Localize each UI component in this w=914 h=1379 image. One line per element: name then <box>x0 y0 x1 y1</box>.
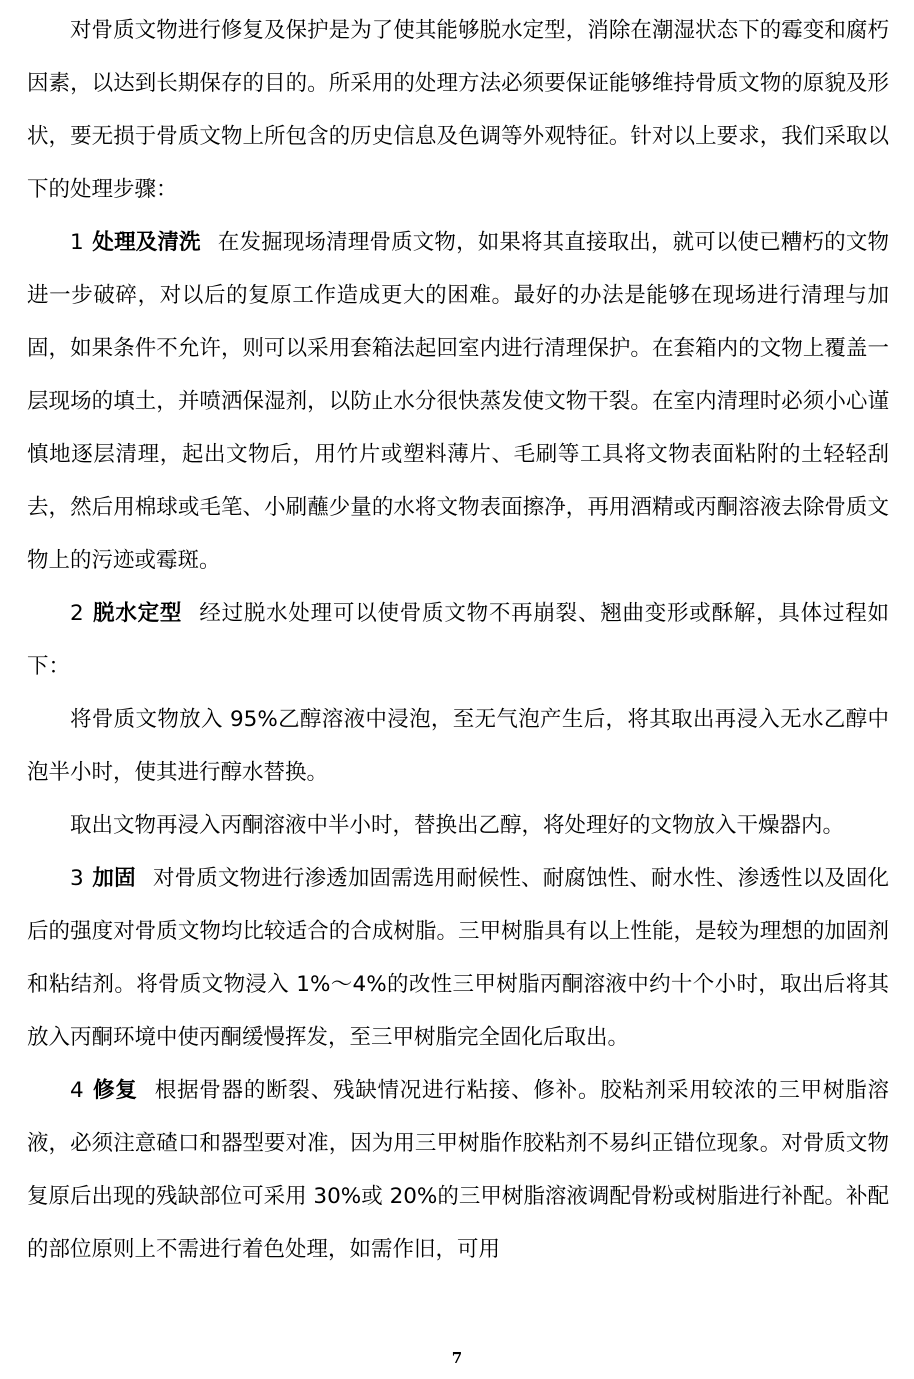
step-heading: 脱水定型 <box>92 601 183 626</box>
step-1-paragraph <box>27 216 889 587</box>
step-heading: 修复 <box>92 1078 138 1103</box>
paragraph-text: 根据骨器的断裂、残缺情况进行粘接、修补。胶粘剂采用较浓的三甲树脂溶液，必须注意碴口和器型要对准，因为用三甲树脂作胶粘剂不易纠正错位现象。对骨质文物复原后出现的残缺部位可采用 30%或 20%的三甲树脂溶液调配骨粉或树脂进行补配。补配的部位原则上不需进行着色处理，如需作旧，可用 <box>27 1078 889 1262</box>
step-number: 3 <box>70 866 84 891</box>
paragraph-text: 经过脱水处理可以使骨质文物不再崩裂、翘曲变形或酥解，具体过程如下： <box>27 601 889 679</box>
paragraph-text: 取出文物再浸入丙酮溶液中半小时，替换出乙醇，将处理好的文物放入干燥器内。 <box>70 813 845 838</box>
paragraph-text: 在发掘现场清理骨质文物，如果将其直接取出，就可以使已糟朽的文物进一步破碎，对以后的复原工作造成更大的困难。最好的办法是能够在现场进行清理与加固，如果条件不允许，则可以采用套箱法起回室内进行清理保护。在套箱内的文物上覆盖一层现场的填土，并喷洒保湿剂，以防止水分很快蒸发使文物干裂。在室内清理时必须小心谨慎地逐层清理，起出文物后，用竹片或塑料薄片、毛刷等工具将文物表面粘附的土轻轻刮去，然后用棉球或毛笔、小刷蘸少量的水将文物表面擦净，再用酒精或丙酮溶液去除骨质文物上的污迹或霉斑。 <box>27 230 889 573</box>
paragraph-text: 对骨质文物进行修复及保护是为了使其能够脱水定型，消除在潮湿状态下的霉变和腐朽因素，以达到长期保存的目的。所采用的处理方法必须要保证能够维持骨质文物的原貌及形状，要无损于骨质文物上所包含的历史信息及色调等外观特征。针对以上要求，我们采取以下的处理步骤： <box>27 18 889 202</box>
paragraph-text: 对骨质文物进行渗透加固需选用耐候性、耐腐蚀性、耐水性、渗透性以及固化后的强度对骨质文物均比较适合的合成树脂。三甲树脂具有以上性能，是较为理想的加固剂和粘结剂。将骨质文物浸入 1%～4%的改性三甲树脂丙酮溶液中约十个小时，取出后将其放入丙酮环境中使丙酮缓慢挥发，至三甲树脂完全固化后取出。 <box>27 866 889 1050</box>
step-heading: 处理及清洗 <box>92 230 201 255</box>
step-heading: 加固 <box>92 866 136 891</box>
step-2-paragraph <box>27 587 889 693</box>
step-number: 2 <box>70 601 84 626</box>
step-number: 4 <box>70 1078 84 1103</box>
page-number: 7 <box>451 1349 463 1367</box>
step-3-paragraph <box>27 852 889 1064</box>
step-2-detail-paragraph <box>27 693 889 799</box>
paragraph-text: 将骨质文物放入 95%乙醇溶液中浸泡，至无气泡产生后，将其取出再浸入无水乙醇中泡半小时，使其进行醇水替换。 <box>27 707 889 785</box>
step-number: 1 <box>70 230 84 255</box>
step-2-detail-paragraph <box>27 799 889 852</box>
step-4-paragraph <box>27 1064 889 1276</box>
intro-paragraph <box>27 4 889 216</box>
body-text <box>27 4 889 1276</box>
